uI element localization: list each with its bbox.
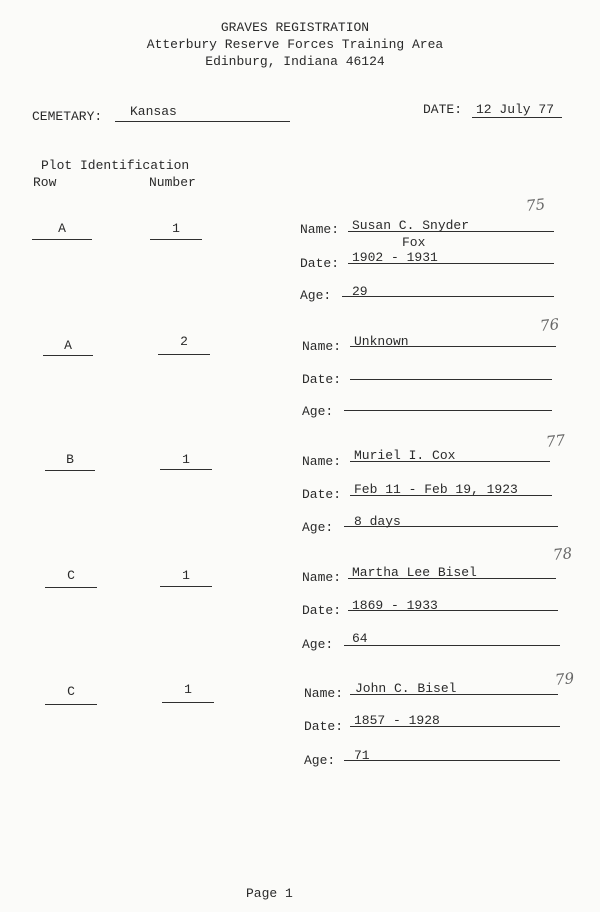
name-label: Name: bbox=[300, 222, 340, 237]
name-label: Name: bbox=[302, 454, 342, 469]
age-underline bbox=[344, 645, 560, 646]
row-value: B bbox=[66, 452, 74, 467]
dates-value: Feb 11 - Feb 19, 1923 bbox=[354, 482, 518, 497]
dates-underline bbox=[350, 726, 560, 727]
name-value: Muriel I. Cox bbox=[354, 448, 456, 463]
name-value: Susan C. Snyder bbox=[352, 218, 470, 233]
number-value: 1 bbox=[184, 682, 192, 697]
dates-underline bbox=[348, 263, 554, 264]
age-label: Age: bbox=[302, 520, 334, 535]
page-number: Page 1 bbox=[246, 886, 293, 901]
name-value: John C. Bisel bbox=[355, 681, 457, 696]
row-value: A bbox=[58, 221, 66, 236]
number-value: 2 bbox=[180, 334, 188, 349]
cemetery-label: CEMETARY: bbox=[32, 109, 103, 124]
date-field-label: Date: bbox=[300, 256, 340, 271]
row-value: C bbox=[67, 684, 75, 699]
dates-value: 1857 - 1928 bbox=[354, 713, 440, 728]
age-value: 64 bbox=[352, 631, 368, 646]
row-underline bbox=[43, 355, 93, 356]
cemetery-value: Kansas bbox=[130, 104, 177, 119]
date-field-label: Date: bbox=[304, 719, 344, 734]
date-underline bbox=[472, 117, 562, 118]
number-underline bbox=[162, 702, 214, 703]
dates-value: 1902 - 1931 bbox=[352, 250, 438, 265]
name-value: Martha Lee Bisel bbox=[352, 565, 477, 580]
row-column-label: Row bbox=[33, 175, 57, 190]
age-underline bbox=[344, 526, 558, 527]
dates-underline bbox=[350, 495, 552, 496]
name-value: Unknown bbox=[354, 334, 409, 349]
dates-value: 1869 - 1933 bbox=[352, 598, 438, 613]
date-label: DATE: bbox=[423, 102, 463, 117]
number-underline bbox=[158, 354, 210, 355]
row-underline bbox=[45, 704, 97, 705]
dates-underline bbox=[348, 610, 558, 611]
row-underline bbox=[45, 470, 95, 471]
row-value: A bbox=[64, 338, 72, 353]
name-underline bbox=[350, 346, 556, 347]
age-label: Age: bbox=[304, 753, 336, 768]
number-value: 1 bbox=[182, 452, 190, 467]
handwritten-number: 79 bbox=[554, 669, 575, 689]
handwritten-number: 76 bbox=[539, 315, 560, 335]
row-underline bbox=[45, 587, 97, 588]
row-underline bbox=[32, 239, 92, 240]
age-value: 29 bbox=[352, 284, 368, 299]
age-underline bbox=[342, 296, 554, 297]
date-field-label: Date: bbox=[302, 372, 342, 387]
maiden-name-note: Fox bbox=[402, 235, 426, 250]
dates-underline bbox=[350, 379, 552, 380]
name-underline bbox=[350, 694, 558, 695]
number-value: 1 bbox=[182, 568, 190, 583]
date-value: 12 July 77 bbox=[476, 102, 555, 117]
age-label: Age: bbox=[302, 637, 334, 652]
number-column-label: Number bbox=[149, 175, 196, 190]
name-label: Name: bbox=[302, 570, 342, 585]
cemetery-underline bbox=[115, 121, 290, 122]
handwritten-number: 75 bbox=[525, 195, 546, 215]
age-value: 8 days bbox=[354, 514, 401, 529]
age-value: 71 bbox=[354, 748, 370, 763]
name-label: Name: bbox=[302, 339, 342, 354]
number-underline bbox=[150, 239, 202, 240]
name-underline bbox=[350, 461, 550, 462]
plot-identification-heading: Plot Identification bbox=[41, 158, 190, 173]
date-field-label: Date: bbox=[302, 487, 342, 502]
name-underline bbox=[348, 578, 556, 579]
handwritten-number: 78 bbox=[552, 544, 573, 564]
header-organization: Atterbury Reserve Forces Training Area bbox=[146, 37, 444, 52]
name-label: Name: bbox=[304, 686, 344, 701]
date-field-label: Date: bbox=[302, 603, 342, 618]
header-location: Edinburg, Indiana 46124 bbox=[205, 54, 385, 69]
age-label: Age: bbox=[302, 404, 334, 419]
form-title: GRAVES REGISTRATION bbox=[220, 20, 370, 35]
number-value: 1 bbox=[172, 221, 180, 236]
age-underline bbox=[344, 760, 560, 761]
number-underline bbox=[160, 586, 212, 587]
age-label: Age: bbox=[300, 288, 332, 303]
age-underline bbox=[344, 410, 552, 411]
row-value: C bbox=[67, 568, 75, 583]
name-underline bbox=[348, 231, 554, 232]
handwritten-number: 77 bbox=[545, 431, 566, 451]
number-underline bbox=[160, 469, 212, 470]
